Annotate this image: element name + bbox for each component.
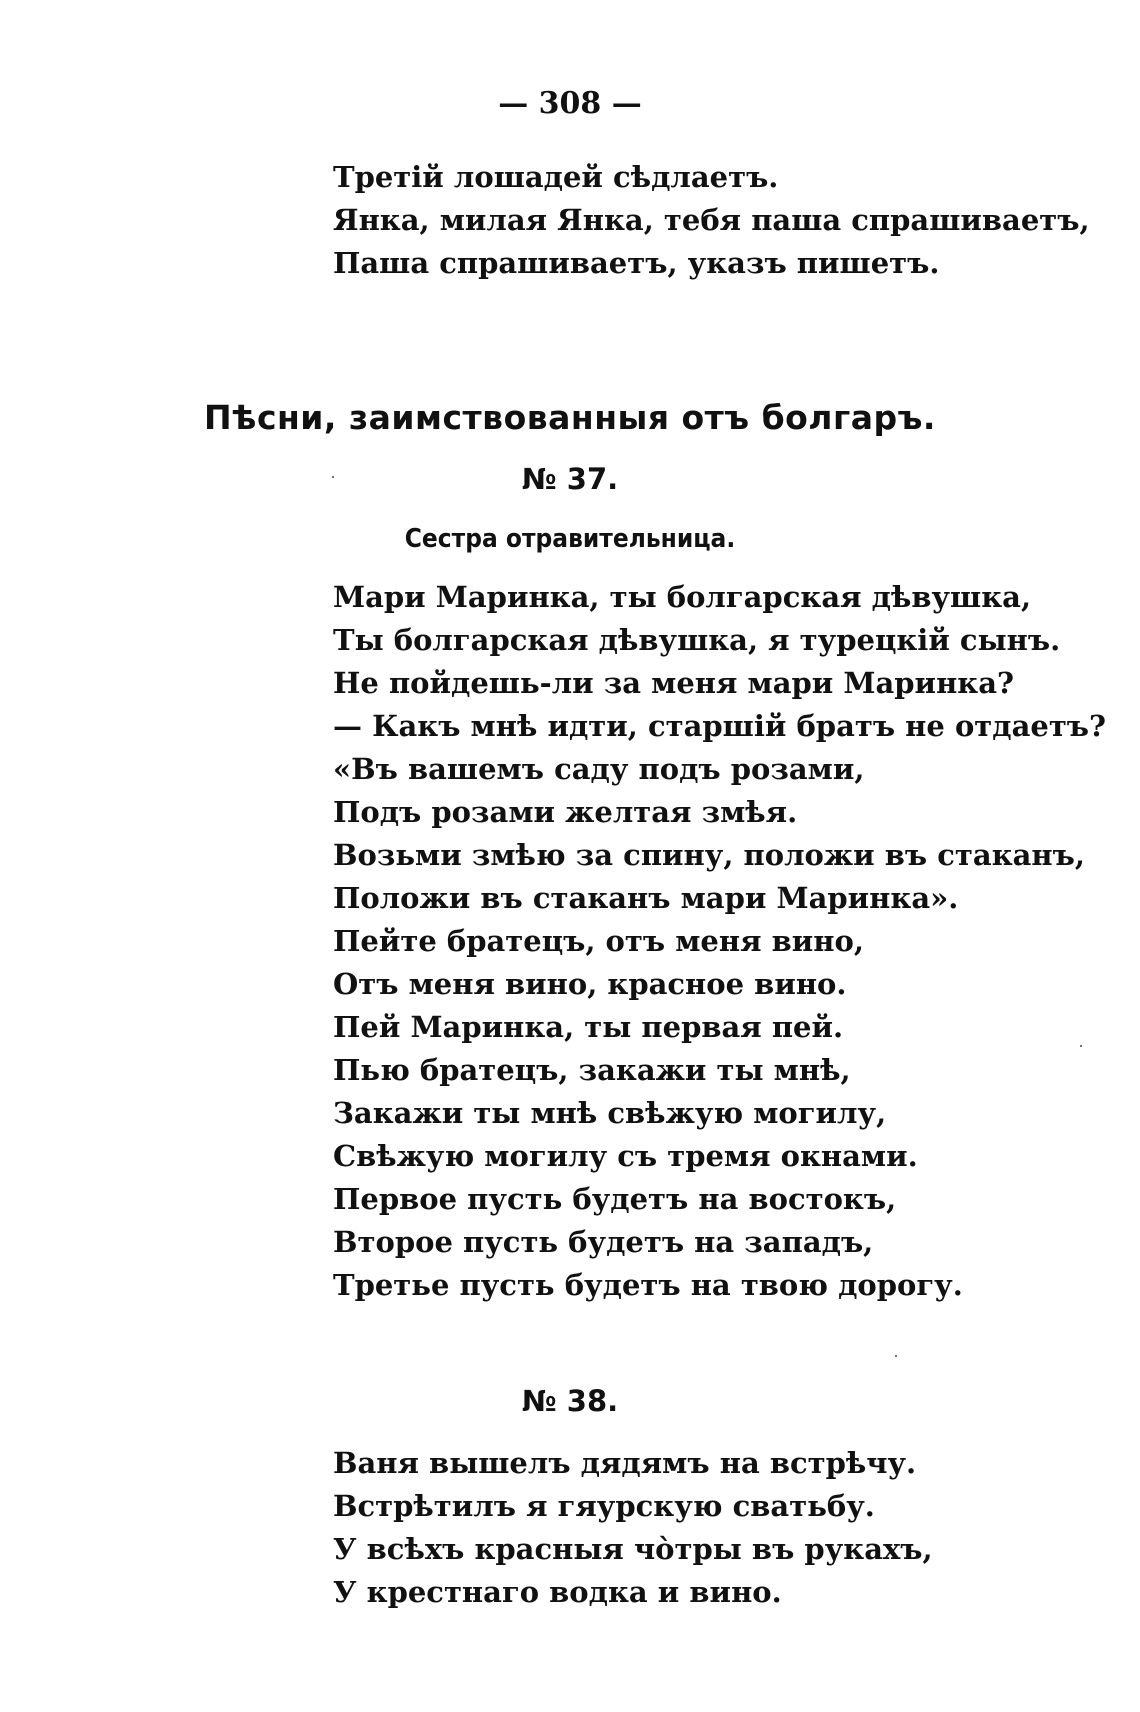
song-38-line: У крестнаго водка и вино. bbox=[333, 1575, 782, 1609]
song-37-line: — Какъ мнѣ идти, старшій братъ не отдаетъ? bbox=[333, 709, 1107, 743]
song-38-number: № 38. bbox=[521, 1384, 619, 1418]
song-37-line: Возьми змѣю за спину, положи въ стаканъ, bbox=[333, 838, 1085, 872]
song-37-line: Первое пусть будетъ на востокъ, bbox=[333, 1182, 897, 1216]
song-37-line: Пью братецъ, закажи ты мнѣ, bbox=[333, 1053, 851, 1087]
song-37-line: Свѣжую могилу съ тремя окнами. bbox=[333, 1139, 918, 1173]
song-38-line: Ваня вышелъ дядямъ на встрѣчу. bbox=[333, 1446, 917, 1480]
song-37-line: Отъ меня вино, красное вино. bbox=[333, 967, 847, 1001]
song-38-line: У всѣхъ красныя чо̀тры въ рукахъ, bbox=[333, 1532, 933, 1566]
song-37-line: Второе пусть будетъ на западъ, bbox=[333, 1225, 874, 1259]
page-number: — 308 — bbox=[498, 86, 642, 121]
song-37-line: Закажи ты мнѣ свѣжую могилу, bbox=[333, 1096, 887, 1130]
section-title: Пѣсни, заимствованныя отъ болгаръ. bbox=[204, 398, 936, 437]
intro-line: Паша спрашиваетъ, указъ пишетъ. bbox=[333, 246, 940, 280]
song-37-line: Пейте братецъ, отъ меня вино, bbox=[333, 924, 864, 958]
song-37-line: Подъ розами желтая змѣя. bbox=[333, 795, 798, 829]
song-37-line: Положи въ стаканъ мари Маринка». bbox=[333, 881, 959, 915]
song-37-line: Пей Маринка, ты первая пей. bbox=[333, 1010, 844, 1044]
song-37-line: Третье пусть будетъ на твою дорогу. bbox=[333, 1268, 963, 1302]
ink-speck bbox=[895, 1355, 897, 1357]
intro-line: Третій лошадей сѣдлаетъ. bbox=[333, 160, 779, 194]
song-37-line: Ты болгарская дѣвушка, я турецкій сынъ. bbox=[333, 623, 1061, 657]
ink-speck bbox=[1080, 1045, 1082, 1047]
ink-speck bbox=[332, 476, 334, 478]
song-38-line: Встрѣтилъ я гяурскую сватьбу. bbox=[333, 1489, 875, 1523]
song-37-number: № 37. bbox=[521, 462, 619, 496]
song-37-line: «Въ вашемъ саду подъ розами, bbox=[333, 752, 865, 786]
song-37-line: Мари Маринка, ты болгарская дѣвушка, bbox=[333, 580, 1032, 614]
intro-line: Янка, милая Янка, тебя паша спрашиваетъ, bbox=[333, 203, 1090, 237]
song-37-title: Сестра отравительница. bbox=[404, 524, 736, 554]
song-37-line: Не пойдешь-ли за меня мари Маринка? bbox=[333, 666, 1015, 700]
